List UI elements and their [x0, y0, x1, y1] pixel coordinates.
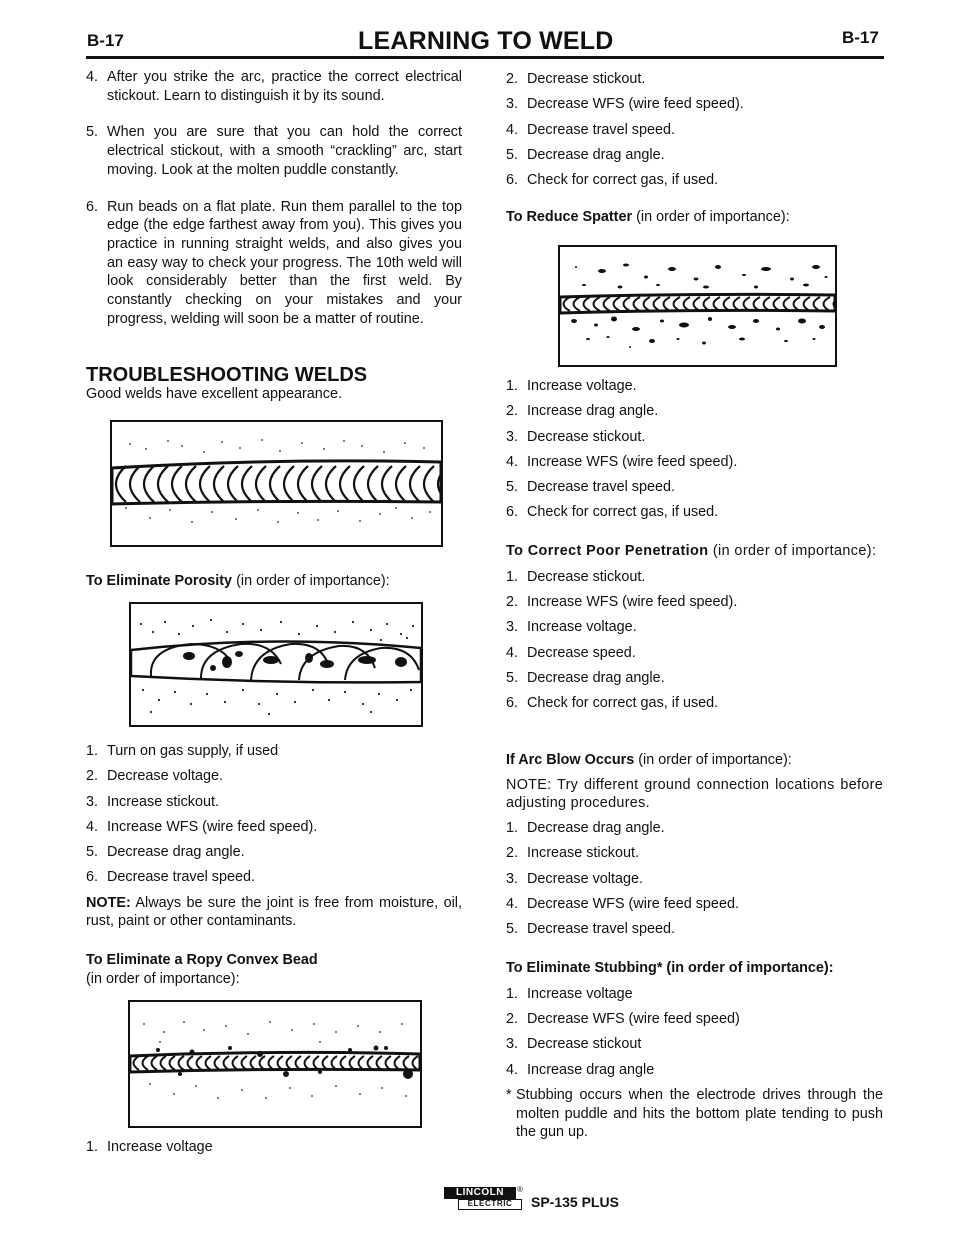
- ropy-list-start: [86, 1138, 462, 1163]
- item-text: Decrease drag angle.: [527, 820, 665, 837]
- page-number-left: B-17: [87, 31, 124, 50]
- item-number: 6.: [506, 172, 519, 189]
- list-item: [506, 171, 883, 190]
- item-text: Check for correct gas, if used.: [527, 504, 719, 521]
- step-text: When you are sure that you can hold the correct electrical stickout, with a smooth “crackling” arc, start moving. Look at the molten puddle constantly.: [107, 124, 462, 178]
- item-number: 3.: [506, 1036, 519, 1053]
- page-title: LEARNING TO WELD: [358, 27, 614, 55]
- item-number: 3.: [506, 428, 519, 445]
- list-item: [86, 1138, 462, 1157]
- item-text: Decrease speed.: [527, 644, 636, 661]
- list-item: [86, 818, 462, 837]
- list-item: [506, 402, 883, 421]
- item-number: 1.: [86, 1139, 99, 1155]
- ropy-heading-sub: (in order of importance):: [86, 970, 240, 987]
- item-text: Decrease travel speed.: [107, 869, 255, 886]
- step-number: 5.: [86, 124, 99, 141]
- item-text: Decrease WFS (wire feed speed): [527, 1011, 740, 1027]
- note-text: Always be sure the joint is free from moisture, oil, rust, paint or other contaminants.: [86, 894, 462, 930]
- item-text: Decrease stickout.: [527, 428, 646, 445]
- step-text: Run beads on a flat plate. Run them parallel to the top edge (the edge farthest away from you). This gives you practice in running straight welds, and also gives you an easy way to check your progress. The 10th weld will look considerably better than the first weld. By constantly checking on your mistakes and your progress, welding will soon be a matter of routine.: [107, 198, 462, 327]
- step-text: After you strike the arc, practice the correct electrical stickout. Learn to distinguish it by its sound.: [107, 69, 462, 104]
- list-item: [506, 870, 883, 889]
- stubbing-heading: To Eliminate Stubbing* (in order of importance):: [506, 960, 834, 976]
- item-text: Increase stickout.: [107, 793, 219, 810]
- item-number: 2.: [506, 403, 519, 420]
- penetration-section: [506, 542, 883, 719]
- list-item: [506, 70, 883, 89]
- item-number: 4.: [506, 121, 519, 138]
- item-number: 3.: [506, 619, 519, 636]
- ropy-heading-bold: To Eliminate a Ropy Convex Bead: [86, 952, 318, 968]
- item-text: Decrease stickout: [527, 1036, 642, 1053]
- list-item: [506, 593, 883, 612]
- item-number: 3.: [506, 870, 519, 887]
- step-4: [86, 68, 462, 105]
- list-item: [86, 843, 462, 862]
- list-item: [506, 618, 883, 637]
- list-item: [506, 95, 883, 114]
- arcblow-heading: [506, 751, 883, 770]
- item-number: 3.: [86, 793, 99, 810]
- item-text: Decrease voltage.: [527, 870, 643, 887]
- arcblow-note: NOTE: Try different ground connection locations before adjusting procedures.: [506, 776, 883, 812]
- list-item: [506, 669, 883, 688]
- list-item: [506, 478, 883, 497]
- list-item: [86, 793, 462, 812]
- item-text: Decrease travel speed.: [527, 921, 675, 938]
- item-text: Increase WFS (wire feed speed).: [107, 818, 318, 835]
- item-number: 1.: [506, 820, 519, 837]
- item-number: 2.: [86, 768, 99, 785]
- item-number: 6.: [506, 695, 519, 712]
- list-item: [506, 1010, 883, 1029]
- list-item: [506, 985, 883, 1004]
- item-number: 2.: [506, 71, 519, 87]
- model-name: SP-135 PLUS: [531, 1194, 619, 1210]
- item-number: 4.: [506, 1061, 519, 1078]
- item-text: Decrease drag angle.: [527, 146, 665, 163]
- list-item: [506, 1035, 883, 1054]
- item-text: Decrease drag angle.: [527, 669, 665, 686]
- troubleshooting-title: TROUBLESHOOTING WELDS: [86, 364, 368, 386]
- list-item: [506, 895, 883, 914]
- list-item: [506, 920, 883, 939]
- item-number: 4.: [506, 896, 519, 912]
- item-text: Decrease travel speed.: [527, 121, 675, 138]
- item-number: 4.: [86, 818, 99, 835]
- page-number-right: B-17: [842, 28, 879, 47]
- logo-top: LINCOLN: [444, 1187, 516, 1199]
- list-item: [506, 377, 883, 396]
- item-number: 4.: [506, 453, 519, 470]
- stubbing-section: [506, 959, 883, 1142]
- item-number: 6.: [506, 504, 519, 521]
- ropy-weld-figure: [128, 1000, 422, 1128]
- porosity-heading-bold: To Eliminate Porosity: [86, 573, 233, 589]
- list-item: [506, 1061, 883, 1080]
- footnote-mark: *: [506, 1086, 512, 1103]
- list-item: [506, 503, 883, 522]
- porosity-heading-rest: (in order of importance):: [232, 573, 390, 589]
- item-text: Increase drag angle: [527, 1061, 655, 1078]
- porosity-list: [86, 742, 462, 931]
- item-number: 4.: [506, 644, 519, 661]
- list-item: [506, 568, 883, 587]
- footnote-text: Stubbing occurs when the electrode drives through the molten puddle and hits the bottom plate tending to push the gun up.: [516, 1086, 883, 1141]
- item-number: 2.: [506, 845, 519, 862]
- item-number: 1.: [86, 743, 99, 759]
- spatter-heading-rest: (in order of importance):: [632, 209, 790, 225]
- item-number: 5.: [86, 844, 99, 861]
- list-item: [506, 819, 883, 838]
- ropy-heading: [86, 951, 318, 988]
- item-number: 1.: [506, 985, 519, 1002]
- spatter-heading-bold: To Reduce Spatter: [506, 209, 633, 225]
- item-text: Check for correct gas, if used.: [527, 172, 719, 189]
- list-item: [86, 742, 462, 761]
- arcblow-heading-bold: If Arc Blow Occurs: [506, 752, 635, 768]
- item-text: Increase WFS (wire feed speed).: [527, 453, 738, 470]
- porosity-weld-figure: [129, 602, 423, 727]
- spatter-heading: [506, 209, 790, 225]
- porosity-note: [86, 894, 462, 931]
- item-text: Increase drag angle.: [527, 403, 659, 420]
- item-text: Increase stickout.: [527, 845, 639, 862]
- list-item: [506, 844, 883, 863]
- list-item: [86, 868, 462, 887]
- step-number: 4.: [86, 69, 99, 85]
- item-number: 5.: [506, 921, 519, 938]
- list-item: [506, 453, 883, 472]
- list-item: [506, 121, 883, 140]
- arcblow-heading-rest: (in order of importance):: [634, 752, 792, 768]
- item-number: 2.: [506, 1011, 519, 1027]
- penetration-heading: [506, 542, 883, 561]
- good-weld-figure: [110, 420, 443, 547]
- list-item: [506, 146, 883, 165]
- troubleshooting-intro: Good welds have excellent appearance.: [86, 386, 343, 402]
- lincoln-electric-logo: [444, 1187, 524, 1211]
- list-item: [506, 694, 883, 713]
- item-text: Decrease WFS (wire feed speed).: [527, 96, 744, 113]
- item-text: Decrease stickout.: [527, 568, 646, 585]
- note-label: NOTE:: [86, 894, 131, 911]
- list-item: [86, 767, 462, 786]
- item-text: Decrease WFS (wire feed speed.: [527, 896, 739, 912]
- list-item: [506, 428, 883, 447]
- penetration-heading-bold: To Correct Poor Penetration: [506, 543, 709, 559]
- item-text: Increase voltage.: [527, 619, 637, 636]
- logo-registered-mark: ®: [517, 1185, 523, 1194]
- item-number: 3.: [506, 96, 519, 113]
- item-text: Increase voltage: [107, 1139, 213, 1155]
- header-rule: [86, 56, 884, 59]
- spatter-weld-figure: [558, 245, 837, 367]
- item-text: Increase voltage.: [527, 378, 637, 394]
- step-5: [86, 123, 462, 179]
- item-text: Decrease voltage.: [107, 768, 223, 785]
- porosity-heading: [86, 573, 390, 589]
- left-column: [86, 68, 462, 328]
- item-number: 6.: [86, 869, 99, 886]
- item-text: Decrease drag angle.: [107, 844, 245, 861]
- item-text: Decrease travel speed.: [527, 479, 675, 496]
- item-text: Decrease stickout.: [527, 71, 646, 87]
- item-number: 1.: [506, 568, 519, 585]
- item-text: Increase voltage: [527, 985, 633, 1002]
- ropy-list-continued: [506, 70, 883, 196]
- item-number: 5.: [506, 669, 519, 686]
- spatter-list: [506, 377, 883, 529]
- logo-bottom: ELECTRIC: [458, 1199, 522, 1210]
- step-number: 6.: [86, 198, 99, 215]
- item-text: Increase WFS (wire feed speed).: [527, 594, 738, 610]
- list-item: [506, 644, 883, 663]
- item-number: 1.: [506, 378, 519, 394]
- item-number: 5.: [506, 479, 519, 496]
- item-text: Check for correct gas, if used.: [527, 695, 719, 712]
- arcblow-section: [506, 751, 883, 946]
- penetration-heading-rest: (in order of importance):: [708, 543, 877, 559]
- item-number: 5.: [506, 146, 519, 163]
- step-6: [86, 198, 462, 329]
- stubbing-footnote: [506, 1086, 883, 1142]
- item-number: 2.: [506, 594, 519, 610]
- item-text: Turn on gas supply, if used: [107, 743, 279, 759]
